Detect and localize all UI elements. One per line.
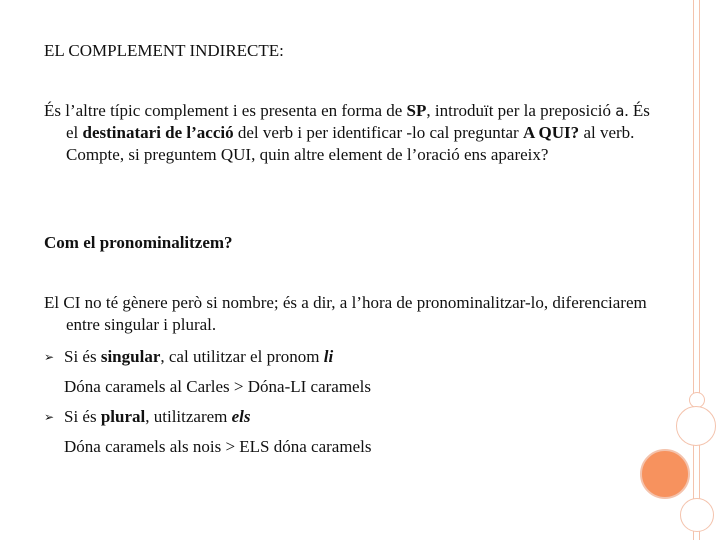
page-title: EL COMPLEMENT INDIRECTE: (44, 41, 284, 60)
intro-paragraph (44, 100, 656, 166)
bullet-plural (44, 406, 604, 428)
bullet-singular (44, 346, 604, 368)
decorative-circle-icon (680, 498, 714, 532)
subheading: Com el pronominalitzem? (44, 233, 233, 252)
decorative-filled-circle-icon (640, 449, 690, 499)
intro-text: del verb i per identificar -lo cal preguntar (233, 123, 523, 142)
intro-text: És l’altre típic complement i es presenta en forma de (44, 101, 407, 120)
intro-preposition: a (615, 102, 625, 120)
intro-bold-destinatari: destinatari de l’acció (82, 123, 234, 142)
arrow-bullet-icon: ➢ (44, 350, 55, 364)
intro-text: , introduït per la preposició (426, 101, 616, 120)
decorative-vertical-line (699, 0, 700, 540)
intro-text: . És el (66, 101, 650, 142)
explanation-paragraph: El CI no té gènere però si nombre; és a dir, a l’hora de pronominalitzar-lo, diferenciarem entre singular i plural. (44, 293, 647, 334)
intro-text: al verb. Compte, si preguntem QUI, quin altre element de l’oració ens apareix? (66, 123, 635, 164)
intro-bold-a-qui: A QUI? (522, 123, 580, 142)
example-plural: Dóna caramels als nois > ELS dóna caramels (64, 437, 372, 456)
decorative-vertical-line (693, 0, 694, 540)
decorative-circle-icon (676, 406, 716, 446)
arrow-bullet-icon: ➢ (44, 410, 55, 424)
bullet-text: Si és plural, utilitzarem els (64, 407, 251, 426)
intro-bold-sp: SP (406, 101, 427, 120)
bullet-text: Si és singular, cal utilitzar el pronom li (64, 347, 334, 366)
example-singular: Dóna caramels al Carles > Dóna-LI caramels (64, 377, 371, 396)
